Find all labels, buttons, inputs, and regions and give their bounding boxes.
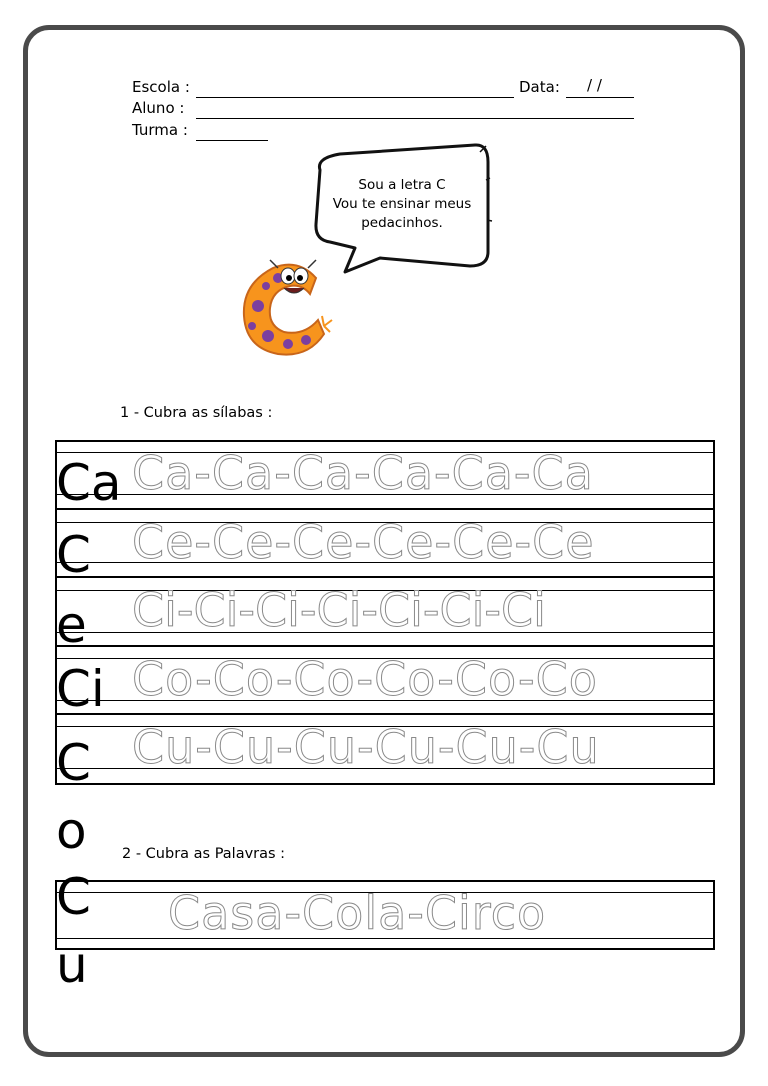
vertical-letter-5: C bbox=[56, 734, 91, 792]
bubble-line-3: pedacinhos. bbox=[361, 215, 443, 231]
class-field[interactable] bbox=[196, 140, 268, 141]
vertical-letter-2: C bbox=[56, 526, 91, 584]
student-field[interactable] bbox=[196, 118, 634, 119]
row-divider bbox=[57, 713, 713, 715]
exercise1-title: 1 - Cubra as sílabas : bbox=[120, 405, 273, 421]
row-divider bbox=[57, 576, 713, 578]
trace-row-co[interactable]: Co-Co-Co-Co-Co-Co bbox=[132, 652, 598, 706]
trace-row-ce[interactable]: Ce-Ce-Ce-Ce-Ce-Ce bbox=[132, 515, 595, 569]
vertical-letter-4: Ci bbox=[56, 660, 105, 718]
row-divider bbox=[57, 508, 713, 510]
bubble-line-2: Vou te ensinar meus bbox=[332, 196, 472, 212]
trace-row-ca[interactable]: Ca-Ca-Ca-Ca-Ca-Ca bbox=[132, 446, 594, 500]
vertical-letter-8: u bbox=[56, 936, 88, 994]
trace-row-cu[interactable]: Cu-Cu-Cu-Cu-Cu-Cu bbox=[132, 720, 600, 774]
trace-row-ci[interactable]: Ci-Ci-Ci-Ci-Ci-Ci-Ci bbox=[132, 583, 546, 637]
school-field[interactable] bbox=[196, 97, 514, 98]
vertical-letter-6: o bbox=[56, 802, 87, 860]
class-label: Turma : bbox=[132, 121, 188, 139]
vertical-letter-1: Ca bbox=[56, 454, 122, 512]
vertical-letter-3: e bbox=[56, 596, 87, 654]
trace-words[interactable]: Casa-Cola-Circo bbox=[168, 886, 547, 940]
speech-bubble-text bbox=[322, 176, 482, 233]
exercise2-title: 2 - Cubra as Palavras : bbox=[122, 846, 286, 862]
bubble-line-1: Sou a letra C bbox=[358, 177, 446, 193]
date-value: / / bbox=[587, 76, 602, 94]
date-field[interactable] bbox=[566, 97, 634, 98]
date-label: Data: bbox=[519, 78, 560, 96]
student-label: Aluno : bbox=[132, 99, 185, 117]
letter-c-mascot-icon bbox=[238, 256, 338, 360]
row-divider bbox=[57, 645, 713, 647]
school-label: Escola : bbox=[132, 78, 190, 96]
vertical-letter-7: C bbox=[56, 868, 91, 926]
